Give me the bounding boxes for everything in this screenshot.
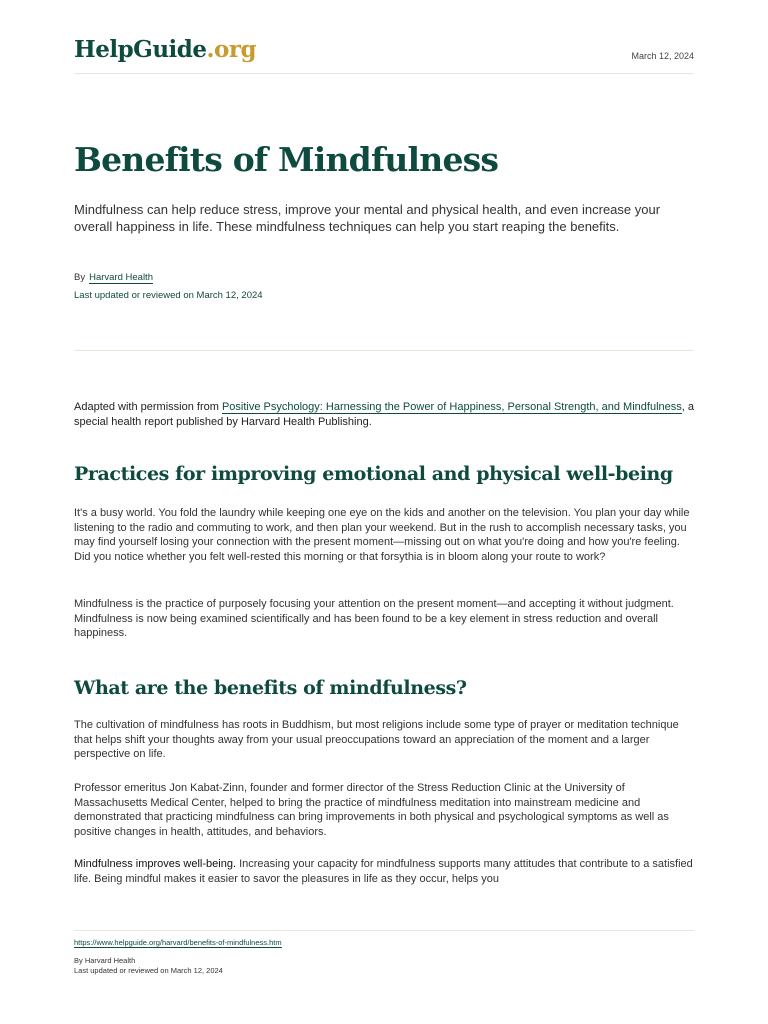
paragraph: It's a busy world. You fold the laundry while keeping one eye on the kids and another on the television. You plan your day while listening to the radio and commuting to work, and then plan your weekend. But in the rush to accomplish necessary tasks, you may find yourself losing your connection with the present moment—missing out on what you're doing and how you're feeling. Did you notice whether you felt well-rested this morning or that forsythia is in bloom along your route to work? [74,507,690,563]
logo-main: HelpGuide [74,36,207,63]
paragraph: Mindfulness is the practice of purposely focusing your attention on the present moment—and accepting it without judgment. Mindfulness is now being examined scientifically and has been found to be a key element in stress reduction and overall happiness. [74,598,674,640]
divider [74,350,694,351]
footer-url-link[interactable]: https://www.helpguide.org/harvard/benefits-of-mindfulness.htm [74,938,282,947]
section-heading-practices: Practices for improving emotional and physical well-being [74,463,673,485]
byline [74,272,153,283]
last-updated: Last updated or reviewed on March 12, 2024 [74,290,263,301]
paragraph: Professor emeritus Jon Kabat-Zinn, founder and former director of the Stress Reduction Clinic at the University of Massachusetts Medical Center, helped to bring the practice of mindfulness meditation into mainstream medicine and demonstrated that practicing mindfulness can bring improvements in both physical and psychological symptoms as well as positive changes in health, attitudes, and behaviors. [74,782,669,838]
header-date: March 12, 2024 [631,51,694,61]
logo-tld: .org [206,36,257,63]
author-link[interactable]: Harvard Health [89,272,153,283]
page-title: Benefits of Mindfulness [74,140,499,179]
section-heading-benefits: What are the benefits of mindfulness? [74,677,467,699]
footer-divider [74,930,694,931]
by-label: By [74,272,86,283]
helpguide-logo[interactable] [74,36,256,63]
paragraph [74,857,694,886]
adapted-prefix: Adapted with permission from [74,401,222,413]
footer-last-updated: Last updated or reviewed on March 12, 2024 [74,966,223,975]
paragraph-body: Increasing your capacity for mindfulness supports many attitudes that contribute to a satisfied life. Being mindful makes it easier to savor the pleasures in life as they occur, helps you [74,858,693,885]
document-page [74,0,694,1024]
adapted-suffix: , a special health report published by Harvard Health Publishing. [74,401,694,428]
paragraph: The cultivation of mindfulness has roots in Buddhism, but most religions include some type of prayer or meditation technique that helps shift your thoughts away from your usual preoccupations toward an appreciation of the moment and a larger perspective on life. [74,719,679,761]
paragraph-lead: Mindfulness improves well-being. [74,858,237,870]
article-intro: Mindfulness can help reduce stress, improve your mental and physical health, and even increase your overall happiness in life. These mindfulness techniques can help you start reaping the benefits. [74,202,661,234]
adapted-note [74,400,694,429]
source-report-link[interactable]: Positive Psychology: Harnessing the Power of Happiness, Personal Strength, and Mindfulness [221,401,682,413]
page-header [74,36,694,74]
footer-byline: By Harvard Health [74,956,136,965]
